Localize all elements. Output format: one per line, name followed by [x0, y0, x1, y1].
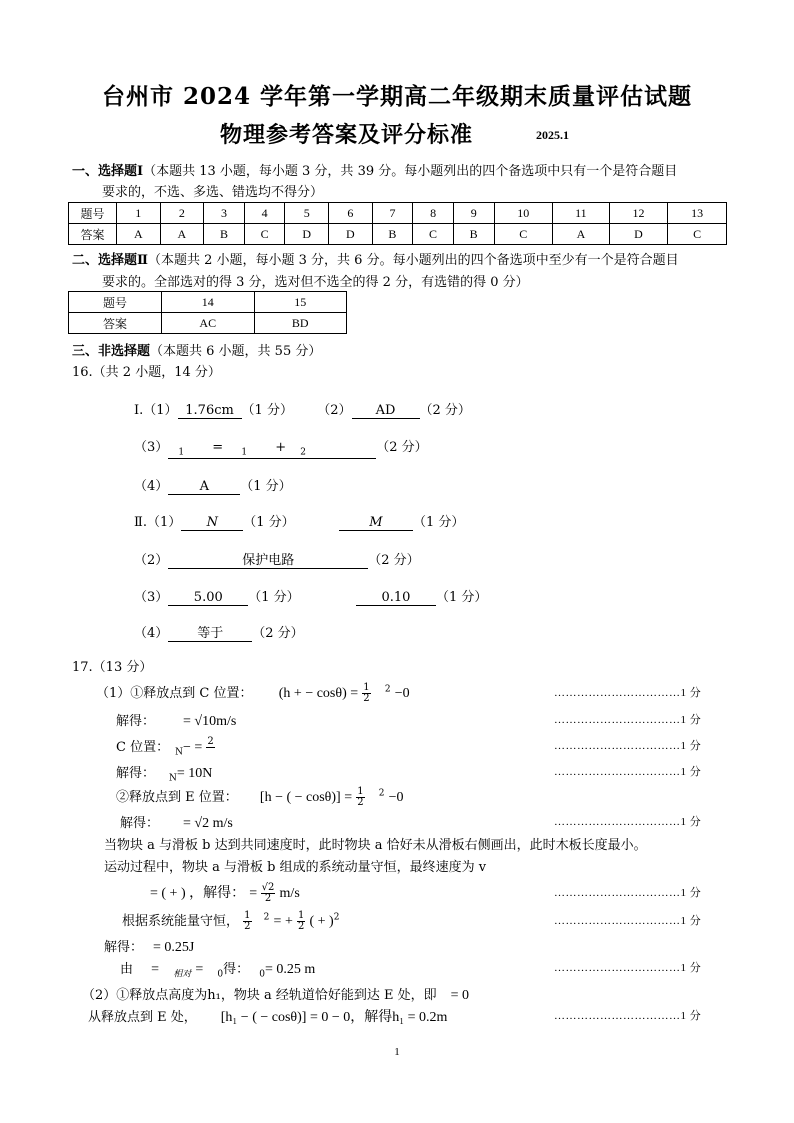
page-number: 1	[394, 1046, 400, 1058]
q16-part2-line1	[134, 511, 464, 531]
section3-heading: 三、非选择题	[72, 344, 151, 359]
page-title: 台州市 2024 学年第一学期高二年级期末质量评估试题	[101, 83, 693, 110]
formula: = 0.25 m	[265, 962, 316, 977]
q17-line12	[120, 958, 315, 980]
q16-part1-line3	[134, 436, 428, 459]
step-label: 由	[120, 962, 134, 977]
formula-subscript: 1	[178, 447, 185, 458]
q16-part2-line3	[134, 586, 487, 606]
formula: =	[249, 886, 261, 901]
score-leader: ……………………………1 分	[554, 766, 702, 778]
item-label: （4）	[134, 479, 169, 494]
q17-line11	[104, 936, 194, 956]
formula: =	[195, 962, 204, 977]
q16-header: 16.（共 2 小题，14 分）	[72, 365, 221, 380]
item-label: Ⅱ.（1）	[134, 515, 182, 530]
table-row	[69, 292, 347, 313]
section2-answer-table	[68, 291, 347, 334]
formula: = ( + ) ，解得：	[150, 886, 246, 901]
section2-heading-line	[72, 249, 679, 268]
question-number: 4	[244, 203, 285, 224]
formula-unit: m/s	[279, 886, 300, 901]
question-number: 10	[494, 203, 553, 224]
question-number: 5	[285, 203, 329, 224]
formula: [h₁ − ( − cosθ)] = 0 − 0，解得h₁ = 0.2m	[220, 1010, 448, 1025]
item-label: （2）	[134, 553, 169, 568]
q17-line14	[88, 1006, 447, 1026]
score-text: （1 分）	[412, 515, 465, 530]
subscript: 0	[217, 969, 224, 980]
formula-operator: +	[275, 440, 287, 455]
question-number: 3	[204, 203, 245, 224]
exam-date: 2025.1	[536, 128, 569, 142]
section3-desc: （本题共 6 小题，共 55 分）	[150, 344, 322, 359]
section3-heading-line	[72, 340, 321, 359]
formula-subscript: 2	[300, 447, 306, 458]
q17-line8: 运动过程中，物块 a 与滑板 b 组成的系统动量守恒，最终速度为 v	[104, 860, 487, 875]
numerator: 1	[297, 910, 305, 921]
formula-subscript: 1	[241, 447, 248, 458]
score-text: （1 分）	[243, 515, 295, 530]
answer-blank: 1.76cm	[178, 403, 242, 419]
section2-heading: 二、选择题Ⅱ	[72, 253, 148, 268]
row-label-answer: 答案	[69, 313, 162, 334]
answer-cell: AC	[162, 313, 255, 334]
table-row	[69, 313, 347, 334]
q17-line3	[116, 736, 215, 758]
question-number: 9	[453, 203, 494, 224]
step-label: 解得：	[116, 714, 156, 729]
item-label: （2）	[317, 403, 352, 418]
formula: − =	[182, 740, 203, 755]
formula-blank	[168, 440, 376, 459]
denominator: 2	[357, 797, 364, 808]
answer-cell: D	[609, 224, 668, 245]
step-text: （2）①释放点高度为h₁，物块 a 经轨道恰好能到达 E 处，即	[82, 988, 437, 1003]
row-label-question: 题号	[69, 203, 117, 224]
row-label-answer: 答案	[69, 224, 117, 245]
formula: 得：	[223, 962, 250, 977]
q17-line6	[120, 812, 233, 832]
q17-line7: 当物块 a 与滑板 b 达到共同速度时，此时物块 a 恰好未从滑板右侧画出，此时木板长度最小。	[104, 838, 647, 853]
answer-cell: C	[668, 224, 727, 245]
item-label: Ⅰ.（1）	[134, 403, 178, 418]
answer-cell: C	[244, 224, 285, 245]
denominator: 2	[297, 921, 305, 932]
question-number: 1	[117, 203, 161, 224]
q16-part2-line4	[134, 622, 304, 642]
score-text: （1 分）	[241, 403, 293, 418]
step-label: （1）①释放点到 C 位置：	[96, 686, 253, 701]
formula: = +	[273, 914, 293, 929]
superscript: 2	[378, 788, 385, 799]
q16-part2-line2	[134, 549, 420, 569]
section2-desc2: 要求的。全部选对的得 3 分，选对但不选全的得 2 分，有选错的得 0 分）	[102, 275, 529, 290]
section1-desc: （本题共 13 小题，每小题 3 分，共 39 分。每小题列出的四个备选项中只有一个是符合题目	[143, 164, 678, 179]
q17-line9	[150, 882, 300, 904]
score-leader: ……………………………1 分	[554, 887, 702, 899]
step-label: 解得：	[120, 816, 160, 831]
q16-part1-line1	[134, 399, 471, 419]
score-leader: ……………………………1 分	[554, 714, 702, 726]
step-label: 从释放点到 E 处，	[88, 1010, 197, 1025]
score-leader: ……………………………1 分	[554, 915, 702, 927]
formula: (h + − cosθ) =	[278, 686, 359, 701]
subscript: 相对	[173, 969, 192, 980]
question-number: 8	[413, 203, 454, 224]
formula: = 0.25J	[153, 940, 195, 955]
score-text: （2 分）	[376, 440, 428, 455]
superscript: 2	[384, 684, 391, 695]
denominator: 2	[264, 893, 272, 904]
answer-cell: C	[413, 224, 454, 245]
numerator: 1	[357, 786, 364, 797]
question-number: 12	[609, 203, 668, 224]
answer-cell: C	[494, 224, 553, 245]
formula: =	[151, 962, 160, 977]
answer-blank: 0.10	[356, 590, 436, 606]
question-number: 14	[162, 292, 255, 313]
table-row	[69, 203, 727, 224]
superscript: 2	[333, 912, 340, 923]
score-leader: ……………………………1 分	[554, 1010, 702, 1022]
denominator: 2	[244, 921, 251, 932]
answer-cell: B	[372, 224, 413, 245]
section1-answer-table	[68, 202, 727, 245]
score-leader: ……………………………1 分	[554, 816, 702, 828]
subscript: 0	[259, 969, 266, 980]
numerator: 1	[244, 910, 251, 921]
page-subtitle: 物理参考答案及评分标准	[220, 122, 474, 148]
subscript: N	[169, 773, 177, 784]
table-row	[69, 224, 727, 245]
section2-desc: （本题共 2 小题，每小题 3 分，共 6 分。每小题列出的四个备选项中至少有一个是符合题目	[147, 253, 679, 268]
q16-part1-line4	[134, 475, 292, 495]
answer-cell: B	[204, 224, 245, 245]
answer-cell: A	[160, 224, 204, 245]
q17-header: 17.（13 分）	[72, 660, 153, 675]
formula: = 0	[450, 988, 470, 1003]
formula: ( + )	[309, 914, 334, 929]
item-label: （3）	[134, 590, 169, 605]
fraction-half	[362, 683, 370, 704]
formula: −0	[394, 686, 410, 701]
q17-line5	[116, 786, 404, 808]
step-label: 解得：	[116, 766, 156, 781]
fraction-half	[297, 911, 305, 932]
step-label: 根据系统能量守恒，	[122, 914, 240, 929]
denominator: 2	[363, 693, 370, 704]
formula-operator: =	[212, 440, 224, 455]
answer-cell: D	[329, 224, 373, 245]
q17-line4	[116, 762, 212, 784]
item-label: （3）	[134, 440, 169, 455]
answer-blank: 等于	[168, 622, 252, 642]
answer-cell: B	[453, 224, 494, 245]
answer-cell: D	[285, 224, 329, 245]
formula: −0	[388, 790, 404, 805]
formula: = 10N	[176, 766, 213, 781]
section1-heading-line	[72, 160, 677, 179]
answer-blank: 保护电路	[168, 549, 368, 569]
fraction-half	[243, 911, 251, 932]
section1-heading: 一、选择题Ⅰ	[72, 164, 144, 179]
numerator: 1	[363, 682, 370, 693]
score-text: （1 分）	[248, 590, 300, 605]
fraction	[206, 737, 214, 758]
step-label: C 位置：	[116, 740, 170, 755]
score-text: （2 分）	[419, 403, 471, 418]
answer-blank: AD	[352, 403, 420, 419]
row-label-question: 题号	[69, 292, 162, 313]
q17-line10	[122, 910, 339, 932]
superscript: 2	[263, 912, 270, 923]
formula: = √2 m/s	[183, 816, 233, 831]
q17-line1	[96, 682, 410, 704]
formula: [h − ( − cosθ)] =	[259, 790, 353, 805]
score-text: （1 分）	[240, 479, 292, 494]
answer-blank: M	[339, 515, 413, 531]
score-leader: ……………………………1 分	[554, 740, 702, 752]
question-number: 11	[553, 203, 610, 224]
item-label: （4）	[134, 626, 169, 641]
answer-blank: N	[181, 515, 243, 531]
answer-cell: A	[553, 224, 610, 245]
fraction-half	[356, 787, 364, 808]
answer-cell: A	[117, 224, 161, 245]
numerator: √2	[261, 882, 275, 893]
section1-desc2: 要求的，不选、多选、错选均不得分）	[102, 185, 324, 200]
answer-cell: BD	[254, 313, 347, 334]
numerator: 2	[207, 736, 214, 747]
question-number: 7	[372, 203, 413, 224]
answer-blank: 5.00	[168, 590, 248, 606]
answer-blank: A	[168, 479, 240, 495]
step-label: ②释放点到 E 位置：	[116, 790, 238, 805]
formula: = √10m/s	[183, 714, 237, 729]
score-text: （2 分）	[368, 553, 420, 568]
question-number: 2	[160, 203, 204, 224]
question-number: 6	[329, 203, 373, 224]
question-number: 15	[254, 292, 347, 313]
question-number: 13	[668, 203, 727, 224]
score-leader: ……………………………1 分	[554, 962, 702, 974]
score-text: （2 分）	[252, 626, 304, 641]
fraction-sqrt2-over-2	[261, 883, 276, 904]
q17-line13	[82, 984, 469, 1004]
step-label: 解得：	[104, 940, 144, 955]
q17-line2	[116, 710, 236, 730]
subscript: N	[175, 747, 183, 758]
score-leader: ……………………………1 分	[554, 687, 702, 699]
score-text: （1 分）	[435, 590, 488, 605]
